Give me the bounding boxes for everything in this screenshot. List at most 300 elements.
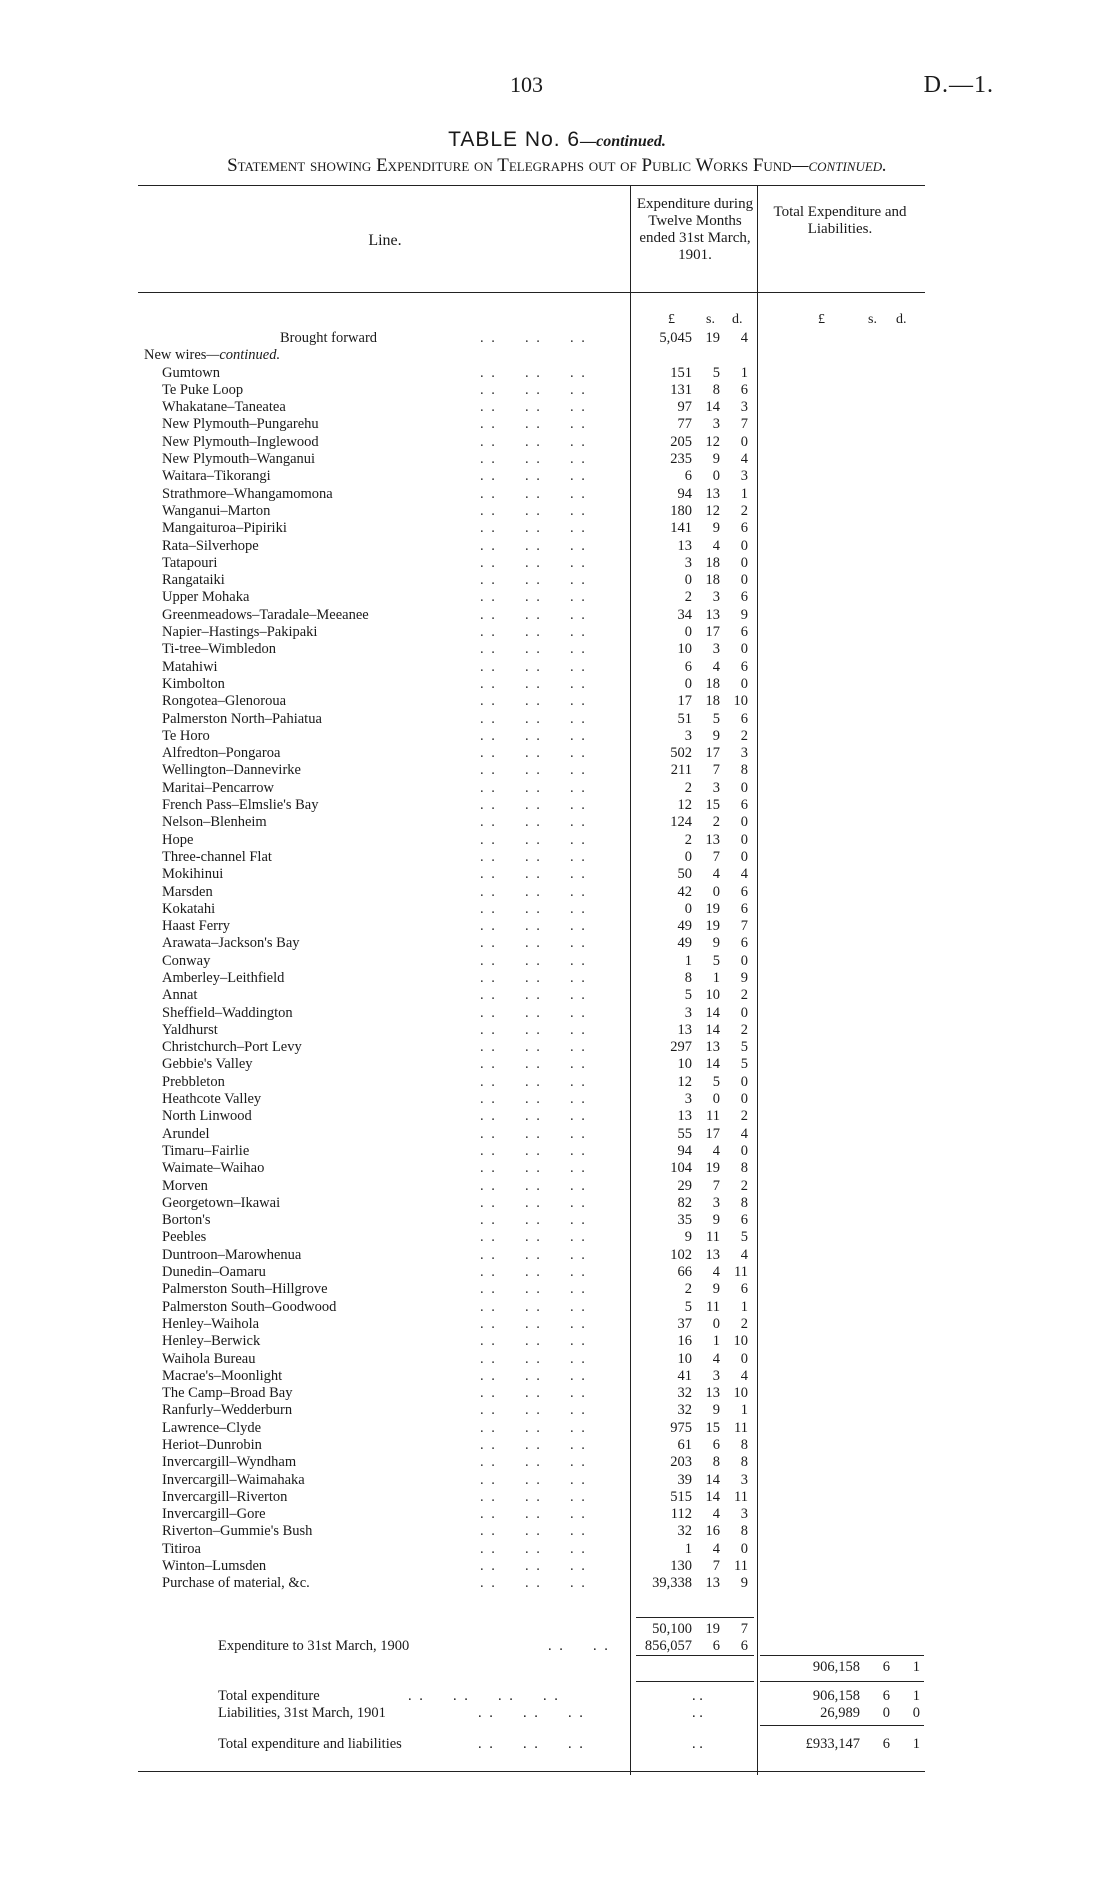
line-name: Conway: [162, 952, 211, 969]
leader-dots: . . . . . .: [480, 658, 587, 675]
amount-pounds: 97: [677, 399, 692, 416]
line-name: Titiroa: [162, 1540, 201, 1557]
amount-shillings: 14: [705, 1056, 720, 1073]
table-title: [0, 127, 1114, 152]
table-row: [0, 1351, 1114, 1368]
line-name: Amberley–Leithfield: [162, 969, 285, 986]
unit-pounds: £: [668, 312, 675, 327]
line-name: Hope: [162, 831, 194, 848]
table-row: [0, 1178, 1114, 1195]
amount-pence: 0: [740, 1073, 748, 1090]
line-name: Prebbleton: [162, 1073, 225, 1090]
table-row: [0, 987, 1114, 1004]
amount-pounds: 5: [684, 1298, 692, 1315]
amount-pounds: 502: [670, 745, 692, 762]
page-header: [0, 72, 1114, 102]
line-name: Annat: [162, 987, 198, 1004]
leader-dots: . . . . . .: [480, 1194, 587, 1211]
line-name: Waihola Bureau: [162, 1350, 256, 1367]
leader-dots: . . . . . .: [480, 779, 587, 796]
amount-pence: 4: [740, 1125, 748, 1142]
amount-shillings: 4: [712, 866, 720, 883]
line-name: Winton–Lumsden: [162, 1558, 267, 1575]
total-expenditure-pence: 1: [912, 1688, 920, 1704]
liabilities-pence: 0: [912, 1705, 920, 1721]
amount-pounds: 55: [677, 1125, 692, 1142]
amount-pounds: 0: [684, 675, 692, 692]
section-label-row: [0, 347, 1114, 364]
leader-dots: . . . . . .: [480, 1281, 587, 1298]
line-name: Borton's: [162, 1212, 211, 1229]
total-column-rule: [760, 1655, 924, 1656]
leader-dots: . . . . . .: [480, 572, 587, 589]
line-name: Greenmeadows–Taradale–Meeanee: [162, 606, 369, 623]
amount-shillings: 16: [705, 1523, 720, 1540]
line-name: Mangaituroa–Pipiriki: [162, 520, 287, 537]
total-unit-shillings: s.: [868, 312, 877, 327]
leader-dots: . . . . . . . .: [408, 1688, 560, 1704]
line-name: Te Horo: [162, 727, 210, 744]
table-row: [0, 468, 1114, 485]
amount-shillings: 18: [705, 675, 720, 692]
leader-dots: . . . . . .: [480, 1523, 587, 1540]
amount-pence: 11: [734, 1264, 748, 1281]
leader-dots: . . . . . .: [480, 364, 587, 381]
leader-dots: . . . . . .: [480, 502, 587, 519]
amount-shillings: 4: [712, 537, 720, 554]
amount-shillings: 17: [705, 624, 720, 641]
amount-pence: 0: [740, 1004, 748, 1021]
leader-dots: . . . . . .: [480, 1540, 587, 1557]
section-label: [144, 347, 280, 364]
amount-pence: 8: [740, 762, 748, 779]
amount-shillings: 0: [712, 1091, 720, 1108]
amount-pounds: 130: [670, 1558, 692, 1575]
leader-dots: . . . . . .: [480, 710, 587, 727]
table-row: [0, 1247, 1114, 1264]
line-name: Georgetown–Ikawai: [162, 1194, 281, 1211]
leader-dots: . . . . . .: [480, 485, 587, 502]
table-row: [0, 538, 1114, 555]
table-row: [0, 953, 1114, 970]
amount-pounds: 16: [677, 1333, 692, 1350]
amount-pence: 8: [740, 1454, 748, 1471]
empty-mark: . .: [692, 1705, 703, 1721]
table-row: [0, 780, 1114, 797]
table-row: [0, 884, 1114, 901]
leader-dots: . . . . . .: [480, 1437, 587, 1453]
amount-pounds: 0: [684, 572, 692, 589]
table-row: [0, 1472, 1114, 1489]
leader-dots: . . . . . .: [480, 554, 587, 571]
amount-pounds: 49: [677, 935, 692, 952]
table-row: [0, 1420, 1114, 1437]
line-name: Invercargill–Riverton: [162, 1488, 288, 1505]
table-row: [0, 1195, 1114, 1212]
amount-pounds: 124: [670, 814, 692, 831]
leader-dots: . . . . . .: [480, 848, 587, 865]
table-row: [0, 797, 1114, 814]
line-name: Waitara–Tikorangi: [162, 468, 271, 485]
amount-pence: 6: [740, 624, 748, 641]
line-name: Nelson–Blenheim: [162, 814, 267, 831]
brought-forward-label: Brought forward: [280, 330, 378, 346]
leader-dots: . . . . . .: [480, 1350, 587, 1367]
section-label-continued: —continued.: [206, 347, 281, 364]
section-label-main: New wires: [144, 347, 207, 364]
header-bottom-rule: [138, 292, 925, 293]
line-name: Mokihinui: [162, 866, 224, 883]
line-name: Morven: [162, 1177, 208, 1194]
line-name: Three-channel Flat: [162, 848, 272, 865]
amount-pounds: 8: [684, 969, 692, 986]
amount-pence: 10: [733, 693, 748, 710]
amount-pence: 0: [740, 848, 748, 865]
table-row: [0, 659, 1114, 676]
brought-forward-row: [0, 330, 1114, 347]
subtotal-shillings: 19: [705, 1621, 720, 1637]
amount-pounds: 975: [670, 1419, 692, 1436]
amount-shillings: 3: [712, 416, 720, 433]
leader-dots: . . . . . .: [480, 1073, 587, 1090]
amount-pence: 3: [740, 1506, 748, 1523]
amount-pounds: 102: [670, 1246, 692, 1263]
table-row: [0, 382, 1114, 399]
leader-dots: . . . . . .: [480, 1177, 587, 1194]
amount-pounds: 0: [684, 848, 692, 865]
table-row: [0, 1056, 1114, 1073]
table-top-rule: [138, 185, 925, 186]
line-name: Gumtown: [162, 364, 220, 381]
amount-shillings: 0: [712, 883, 720, 900]
table-row: [0, 814, 1114, 831]
amount-pounds: 2: [684, 1281, 692, 1298]
page-number: 103: [510, 72, 543, 97]
line-name: Napier–Hastings–Pakipaki: [162, 624, 318, 641]
table-row: [0, 676, 1114, 693]
table-row: [0, 1402, 1114, 1419]
amount-shillings: 7: [712, 1558, 720, 1575]
line-name: Whakatane–Taneatea: [162, 399, 286, 416]
amount-shillings: 6: [712, 1437, 720, 1453]
leader-dots: . . . . . .: [480, 624, 587, 641]
amount-shillings: 2: [712, 814, 720, 831]
amount-pence: 4: [740, 451, 748, 468]
amount-pence: 6: [740, 883, 748, 900]
amount-pence: 0: [740, 572, 748, 589]
total-unit-pence: d.: [896, 312, 907, 327]
amount-pounds: 104: [670, 1160, 692, 1177]
table-row: [0, 1108, 1114, 1125]
table-bottom-rule: [138, 1771, 925, 1772]
amount-shillings: 8: [712, 381, 720, 398]
amount-pence: 8: [740, 1437, 748, 1453]
table-row: [0, 1022, 1114, 1039]
line-name: Rata–Silverhope: [162, 537, 259, 554]
amount-pence: 9: [740, 606, 748, 623]
amount-pence: 0: [740, 537, 748, 554]
summary-total-rule: [760, 1681, 924, 1682]
amount-pounds: 131: [670, 381, 692, 398]
expenditure-to-1900-shillings: 6: [712, 1638, 720, 1654]
amount-shillings: 5: [712, 1073, 720, 1090]
amount-shillings: 7: [712, 762, 720, 779]
table-row: [0, 1299, 1114, 1316]
amount-pounds: 151: [670, 364, 692, 381]
total-expenditure-label: Total expenditure: [218, 1688, 320, 1704]
amount-pence: 6: [740, 589, 748, 606]
table-row: [0, 901, 1114, 918]
amount-pounds: 235: [670, 451, 692, 468]
leader-dots: . . . . . .: [480, 814, 587, 831]
amount-shillings: 11: [706, 1229, 720, 1246]
table-row: [0, 849, 1114, 866]
amount-pence: 6: [740, 1212, 748, 1229]
line-name: Riverton–Gummie's Bush: [162, 1523, 313, 1540]
amount-pounds: 41: [677, 1367, 692, 1384]
table-title-main: TABLE No. 6: [448, 128, 581, 151]
line-name: Kokatahi: [162, 900, 216, 917]
line-name: Maritai–Pencarrow: [162, 779, 274, 796]
amount-pounds: 77: [677, 416, 692, 433]
table-row: [0, 711, 1114, 728]
leader-dots: . . . . . .: [480, 1454, 587, 1471]
header-line: Line.: [368, 232, 402, 249]
leader-dots: . . . . . .: [480, 675, 587, 692]
table-row: [0, 1437, 1114, 1454]
total-expenditure-shillings: 6: [882, 1688, 890, 1704]
amount-pence: 1: [740, 1402, 748, 1419]
leader-dots: . . . . . .: [480, 918, 587, 935]
liabilities-row: [0, 1704, 1114, 1722]
amount-pence: 6: [740, 1281, 748, 1298]
amount-pence: 6: [740, 797, 748, 814]
running-total-row: [0, 1658, 1114, 1676]
grand-total-label: Total expenditure and liabilities: [218, 1736, 402, 1752]
line-name: Waimate–Waihao: [162, 1160, 265, 1177]
amount-pence: 7: [740, 416, 748, 433]
line-name: Heathcote Valley: [162, 1091, 262, 1108]
line-name: Kimbolton: [162, 675, 225, 692]
table-row: [0, 693, 1114, 710]
leader-dots: . . . . . .: [480, 1385, 587, 1402]
amount-pounds: 13: [677, 537, 692, 554]
statement-continued: —continued.: [791, 155, 887, 176]
line-name: Invercargill–Wyndham: [162, 1454, 297, 1471]
amount-pence: 2: [740, 1315, 748, 1332]
amount-shillings: 14: [705, 1471, 720, 1488]
amount-shillings: 4: [712, 1142, 720, 1159]
document-reference: D.—1.: [923, 72, 994, 98]
liabilities-label: Liabilities, 31st March, 1901: [218, 1705, 386, 1721]
line-name: Strathmore–Whangamomona: [162, 485, 333, 502]
amount-shillings: 11: [706, 1108, 720, 1125]
table-row: [0, 832, 1114, 849]
amount-pounds: 51: [677, 710, 692, 727]
amount-pence: 8: [740, 1160, 748, 1177]
amount-pence: 2: [740, 502, 748, 519]
amount-pence: 9: [740, 1575, 748, 1592]
leader-dots: . . . . . .: [480, 693, 587, 710]
leader-dots: . . . . . .: [480, 1021, 587, 1038]
amount-shillings: 13: [705, 1385, 720, 1402]
leader-dots: . . . . . .: [480, 1575, 587, 1592]
line-name: New Plymouth–Pungarehu: [162, 416, 319, 433]
amount-pence: 11: [734, 1558, 748, 1575]
amount-pence: 0: [740, 433, 748, 450]
leader-dots: . . . . . .: [480, 883, 587, 900]
leader-dots: . . . . . .: [480, 606, 587, 623]
leader-dots: . . . . . .: [480, 762, 587, 779]
leader-dots: . . . . . .: [480, 1056, 587, 1073]
table-row: [0, 365, 1114, 382]
amount-pounds: 39,338: [652, 1575, 692, 1592]
amount-pounds: 12: [677, 1073, 692, 1090]
amount-pence: 0: [740, 952, 748, 969]
amount-shillings: 4: [712, 658, 720, 675]
table-row: [0, 607, 1114, 624]
amount-pence: 1: [740, 1298, 748, 1315]
amount-pounds: 13: [677, 1021, 692, 1038]
amount-pence: 10: [733, 1333, 748, 1350]
table-row: [0, 1523, 1114, 1540]
table-title-continued: —continued.: [580, 133, 666, 150]
amount-shillings: 5: [712, 710, 720, 727]
line-name: Tatapouri: [162, 554, 218, 571]
amount-pence: 4: [740, 1246, 748, 1263]
units-row: [0, 312, 1114, 330]
amount-pence: 0: [740, 779, 748, 796]
line-name: Sheffield–Waddington: [162, 1004, 293, 1021]
amount-pence: 0: [740, 1350, 748, 1367]
leader-dots: . . . . . .: [480, 1471, 587, 1488]
amount-pounds: 5: [684, 987, 692, 1004]
table-row: [0, 503, 1114, 520]
amount-shillings: 14: [705, 1488, 720, 1505]
amount-pounds: 2: [684, 589, 692, 606]
amount-shillings: 12: [705, 502, 720, 519]
leader-dots: . . . . . .: [480, 831, 587, 848]
amount-pounds: 49: [677, 918, 692, 935]
leader-dots: . . . . . .: [480, 1125, 587, 1142]
line-name: French Pass–Elmslie's Bay: [162, 797, 319, 814]
liabilities-shillings: 0: [882, 1705, 890, 1721]
amount-shillings: 14: [705, 1004, 720, 1021]
running-total-pounds: 906,158: [812, 1659, 860, 1675]
amount-shillings: 5: [712, 364, 720, 381]
leader-dots: . . . . . .: [480, 969, 587, 986]
table-row: [0, 641, 1114, 658]
table-row: [0, 1212, 1114, 1229]
table-row: [0, 866, 1114, 883]
amount-pence: 2: [740, 987, 748, 1004]
line-name: Henley–Berwick: [162, 1333, 261, 1350]
amount-pounds: 9: [684, 1229, 692, 1246]
table-row: [0, 1454, 1114, 1471]
line-name: Yaldhurst: [162, 1021, 218, 1038]
amount-pounds: 10: [677, 1350, 692, 1367]
amount-pence: 0: [740, 1142, 748, 1159]
table-body: [0, 330, 1114, 1593]
amount-pence: 6: [740, 381, 748, 398]
amount-pence: 0: [740, 814, 748, 831]
leader-dots: . . . . . .: [480, 1506, 587, 1523]
total-unit-pounds: £: [818, 312, 825, 327]
line-name: New Plymouth–Inglewood: [162, 433, 319, 450]
amount-pounds: 1: [684, 1540, 692, 1557]
amount-shillings: 9: [712, 1212, 720, 1229]
amount-pounds: 12: [677, 797, 692, 814]
line-name: Wanganui–Marton: [162, 502, 271, 519]
leader-dots: . . . . . .: [478, 1705, 585, 1721]
amount-pounds: 6: [684, 468, 692, 485]
line-name: New Plymouth–Wanganui: [162, 451, 316, 468]
leader-dots: . . . . . .: [480, 745, 587, 762]
amount-shillings: 18: [705, 693, 720, 710]
leader-dots: . . . . . .: [480, 727, 587, 744]
line-name: Duntroon–Marowhenua: [162, 1246, 302, 1263]
brought-forward-pounds: 5,045: [659, 330, 692, 346]
leader-dots: . . . . . .: [480, 1315, 587, 1332]
line-name: Haast Ferry: [162, 918, 231, 935]
running-total-shillings: 6: [882, 1659, 890, 1675]
line-name: Arundel: [162, 1125, 210, 1142]
unit-pence: d.: [732, 312, 743, 327]
table-row: [0, 762, 1114, 779]
table-row: [0, 1039, 1114, 1056]
amount-shillings: 15: [705, 797, 720, 814]
expenditure-to-1900-pounds: 856,057: [644, 1638, 692, 1654]
table-row: [0, 1074, 1114, 1091]
leader-dots: . . . .: [548, 1638, 610, 1654]
amount-pounds: 34: [677, 606, 692, 623]
amount-pounds: 112: [670, 1506, 692, 1523]
line-name: The Camp–Broad Bay: [162, 1385, 293, 1402]
amount-shillings: 19: [705, 918, 720, 935]
leader-dots: . . . . . .: [480, 468, 587, 485]
line-name: Lawrence–Clyde: [162, 1419, 262, 1436]
leader-dots: . . . . . .: [480, 537, 587, 554]
amount-pounds: 3: [684, 554, 692, 571]
line-name: Marsden: [162, 883, 213, 900]
line-name: Palmerston North–Pahiatua: [162, 710, 322, 727]
leader-dots: . . . . . .: [478, 1736, 585, 1752]
amount-shillings: 1: [712, 969, 720, 986]
line-name: Peebles: [162, 1229, 207, 1246]
amount-pounds: 10: [677, 641, 692, 658]
line-name: Arawata–Jackson's Bay: [162, 935, 300, 952]
amount-pounds: 13: [677, 1108, 692, 1125]
liabilities-pounds: 26,989: [820, 1705, 860, 1721]
amount-pounds: 42: [677, 883, 692, 900]
amount-pounds: 10: [677, 1056, 692, 1073]
amount-shillings: 15: [705, 1419, 720, 1436]
leader-dots: . . . . . .: [480, 1229, 587, 1246]
amount-pence: 3: [740, 468, 748, 485]
table-row: [0, 1541, 1114, 1558]
amount-shillings: 9: [712, 1402, 720, 1419]
amount-shillings: 19: [705, 900, 720, 917]
amount-shillings: 3: [712, 589, 720, 606]
table-row: [0, 1281, 1114, 1298]
leader-dots: . . . . . .: [480, 1419, 587, 1436]
amount-pence: 0: [740, 554, 748, 571]
amount-pounds: 211: [670, 762, 692, 779]
amount-shillings: 9: [712, 935, 720, 952]
amount-shillings: 7: [712, 1177, 720, 1194]
amount-shillings: 13: [705, 485, 720, 502]
amount-pence: 4: [740, 1367, 748, 1384]
